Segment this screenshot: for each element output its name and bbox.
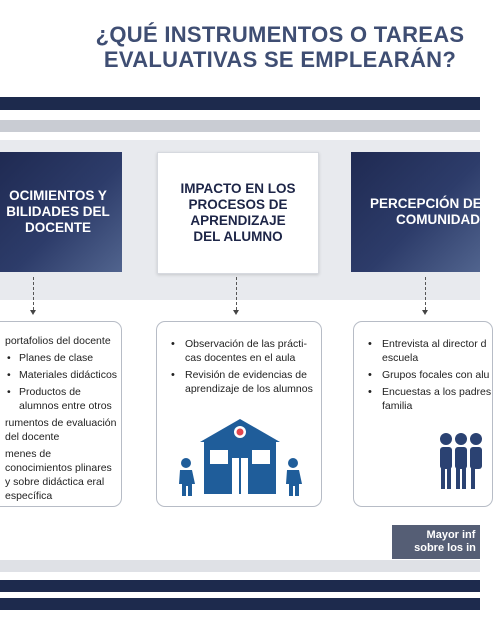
header-percepcion-line1: PERCEPCIÓN DE xyxy=(370,196,482,211)
header-impacto-line1: IMPACTO EN LOS xyxy=(180,181,296,196)
arrowhead-icon xyxy=(422,310,428,315)
bottom-stripe-light xyxy=(0,560,480,572)
header-impacto-line2: PROCESOS DE xyxy=(188,197,288,212)
badge-line1: Mayor inf xyxy=(426,529,476,541)
list-item: • Encuestas a los padres familia xyxy=(366,385,492,413)
bottom-stripe-navy xyxy=(0,580,480,592)
title-line-1: ¿QUÉ INSTRUMENTOS O TAREAS xyxy=(95,22,465,47)
arrowhead-icon xyxy=(30,310,36,315)
header-impacto-line4: DEL ALUMNO xyxy=(193,229,283,244)
header-impacto xyxy=(157,152,319,274)
bottom-stripe-navy-2 xyxy=(0,598,480,610)
header-conocimientos-line3: DOCENTE xyxy=(24,220,91,235)
people-group-icon xyxy=(438,432,480,492)
header-percepcion-line2: COMUNIDAD xyxy=(396,212,480,227)
header-conocimientos-line1: OCIMIENTOS Y xyxy=(9,188,107,203)
school-building-icon xyxy=(173,414,307,498)
header-conocimientos-line2: BILIDADES DEL xyxy=(6,204,110,219)
top-stripe-navy xyxy=(0,97,480,110)
card-conocimientos xyxy=(0,321,122,507)
arrowhead-icon xyxy=(233,310,239,315)
header-percepcion xyxy=(351,152,480,272)
list-item: • Revisión de evidencias de aprendizaje de los alumnos xyxy=(169,368,317,396)
title-line-2: EVALUATIVAS SE EMPLEARÁN? xyxy=(103,47,457,72)
card-impacto xyxy=(156,321,322,507)
list-item: • Entrevista al director d escuela xyxy=(366,337,492,365)
student-icon xyxy=(286,458,302,496)
header-conocimientos xyxy=(0,152,122,272)
list-item: portafolios del docente xyxy=(5,335,111,347)
dashed-arrow-icon xyxy=(236,277,237,310)
dashed-arrow-icon xyxy=(33,277,34,310)
list-item: rumentos de evaluación del docente xyxy=(5,417,117,443)
list-item: menes de conocimientos plinares y sobre didáctica eral específica xyxy=(5,448,112,502)
page-title xyxy=(70,22,490,72)
dashed-arrow-icon xyxy=(425,277,426,310)
list-item: • Materiales didácticos xyxy=(7,369,118,381)
list-item: • Observación de las prácti- cas docentes en el aula xyxy=(169,337,317,365)
badge-line2: sobre los in xyxy=(414,542,476,554)
top-stripe-grey xyxy=(0,120,480,132)
list-item: • Productos de alumnos entre otros xyxy=(7,386,112,412)
list-item: • Planes de clase xyxy=(7,352,94,364)
header-impacto-line3: APRENDIZAJE xyxy=(190,213,286,228)
card-percepcion xyxy=(353,321,493,507)
info-badge xyxy=(392,525,480,559)
list-item: • Grupos focales con alu xyxy=(366,368,492,382)
student-icon xyxy=(179,458,195,496)
